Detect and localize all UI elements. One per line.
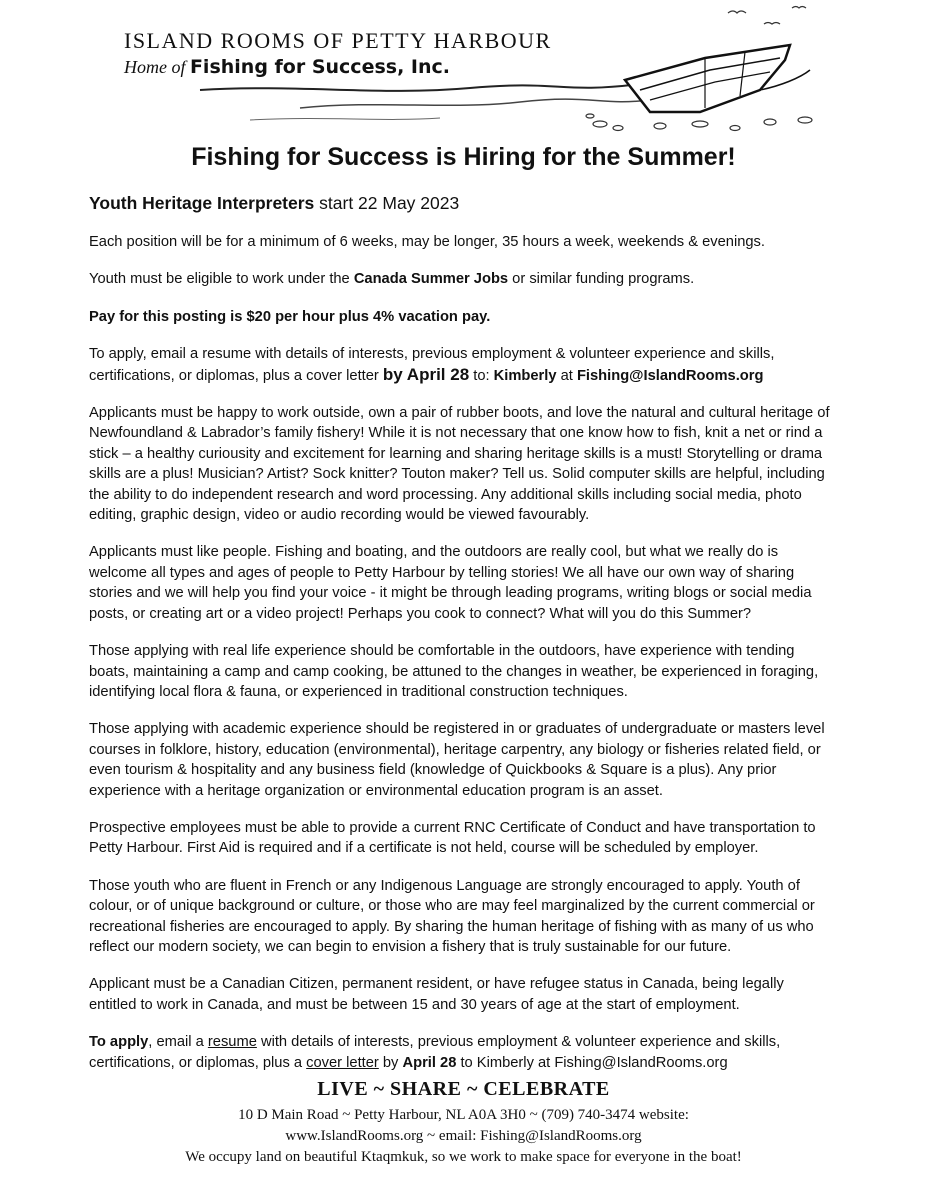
footer <box>0 1078 927 1168</box>
water-line <box>250 118 440 120</box>
paragraph-real-life-experience: Those applying with real life experience should be comfortable in the outdoors, have experience with tending boats, maintaining a camp and camp cooking, be attuned to the changes in weather, be experienced in foraging, identifying local flora & fauna, or experienced in traditional construction techniques. <box>89 643 819 700</box>
cover-letter-link[interactable]: cover letter <box>306 1054 379 1071</box>
paragraph-duration: Each position will be for a minimum of 6 weeks, may be longer, 35 hours a week, weekends & evenings. <box>89 234 765 250</box>
text-run: to Kimberly at Fishing@IslandRooms.org <box>456 1054 728 1071</box>
paragraph-certificates: Prospective employees must be able to provide a current RNC Certificate of Conduct and have transportation to Petty Harbour. First Aid is required and if a certificate is not held, course will be scheduled by employer. <box>89 819 816 857</box>
tagline-brand: Fishing for Success, Inc. <box>189 56 450 78</box>
paragraph-pay <box>89 307 833 327</box>
paragraph-diversity: Those youth who are fluent in French or any Indigenous Language are strongly encouraged to apply. Youth of colour, or of unique background or culture, or those who are may feel marginalized by the current commercial or recreational fisheries are encouraged to apply. By sharing the human heritage of fishing with as many of us who reflect our modern society, we can begin to envision a fishery that is truly sustainable for our future. <box>89 877 815 955</box>
job-start-date: start 22 May 2023 <box>314 193 460 213</box>
text-run: , email a <box>148 1034 208 1051</box>
bird-icon <box>792 7 806 9</box>
job-subheading <box>89 193 459 214</box>
paragraph-eligibility <box>89 269 833 289</box>
text-run: or similar funding programs. <box>508 271 695 288</box>
apply-label: To apply <box>89 1034 149 1051</box>
text-run: Youth must be eligible to work under the <box>89 271 354 288</box>
resume-link[interactable]: resume <box>207 1034 257 1051</box>
tagline <box>124 56 450 78</box>
text-run: by <box>378 1054 403 1071</box>
water-line <box>300 99 650 108</box>
text-run: To apply, email a resume with details of interests, previous employment & volunteer experience and skills, certifications, or diplomas, plus a cover letter <box>89 346 775 384</box>
paragraph-people: Applicants must like people. Fishing and boating, and the outdoors are really cool, but what we really do is welcome all types and ages of people to Petty Harbour by telling stories! We all have our own way of sharing stories and we will help you find your voice - it might be through leading programs, writing blogs or social media posts, or creating art or a video project! Perhaps you cook to connect? What will you do this Summer? <box>89 544 812 622</box>
contact-email[interactable]: Fishing@IslandRooms.org <box>576 367 764 384</box>
organization-name: ISLAND ROOMS OF PETTY HARBOUR <box>124 28 552 53</box>
pay-rate: Pay for this posting is $20 per hour plus 4% vacation pay. <box>89 308 491 325</box>
boat-icon <box>625 45 810 112</box>
footer-land-acknowledgement: We occupy land on beautiful Ktaqmkuk, so we work to make space for everyone in the boat! <box>185 1149 742 1165</box>
deadline: by April 28 <box>382 364 470 384</box>
paragraph-citizenship: Applicant must be a Canadian Citizen, permanent resident, or have refugee status in Canada, being legally entitled to work in Canada, and must be between 15 and 30 years of age at the start of employment. <box>89 976 784 1013</box>
deadline: April 28 <box>402 1054 457 1071</box>
paragraph-requirements: Applicants must be happy to work outside, own a pair of rubber boots, and love the natural and cultural heritage of Newfoundland & Labrador’s family fishery! While it is not necessary that one know how to fish, knit a net or rind a stick – a healthy curiousity and excitement for learning and sharing heritage skills is a must! Storytelling or drama skills are a plus! Musician? Artist? Sock knitter? Touton maker? Tell us. Solid computer skills are helpful, including the ability to do independent research and word processing. Any additional skills including social media, photo editing, graphic design, video or audio recording would be viewed favourably. <box>89 405 830 524</box>
text-run: to: <box>469 367 494 384</box>
paragraph-apply-top <box>89 344 833 386</box>
job-role: Youth Heritage Interpreters <box>89 193 315 213</box>
motto: LIVE ~ SHARE ~ CELEBRATE <box>317 1078 610 1100</box>
footer-web-email[interactable]: www.IslandRooms.org ~ email: Fishing@IslandRooms.org <box>285 1128 642 1144</box>
bird-icon <box>764 23 780 25</box>
letterhead <box>0 0 927 140</box>
water-line <box>200 84 640 91</box>
posting-body <box>89 232 833 1090</box>
footer-address: 10 D Main Road ~ Petty Harbour, NL A0A 3H0 ~ (709) 740-3474 website: <box>238 1107 689 1123</box>
paragraph-apply-bottom <box>89 1032 833 1073</box>
bird-icon <box>728 11 746 13</box>
program-name: Canada Summer Jobs <box>353 271 509 288</box>
text-run: with details of interests, previous employment & volunteer experience and skills, certifications, or diplomas, plus a <box>89 1034 781 1071</box>
pebbles-icon <box>586 114 812 131</box>
contact-name: Kimberly <box>493 367 557 384</box>
text-run: at <box>556 367 577 384</box>
page-title: Fishing for Success is Hiring for the Summer! <box>191 143 736 171</box>
paragraph-academic-experience: Those applying with academic experience should be registered in or graduates of undergraduate or masters level courses in folklore, history, education (environmental), heritage carpentry, any biology or fisheries related field, or even tourism & hospitality and any business field (knowledge of Quickbooks & Square is a plus). Any prior experience with a heritage organization or environmental education program is an asset. <box>89 721 825 799</box>
tagline-home-of: Home of <box>124 57 186 77</box>
